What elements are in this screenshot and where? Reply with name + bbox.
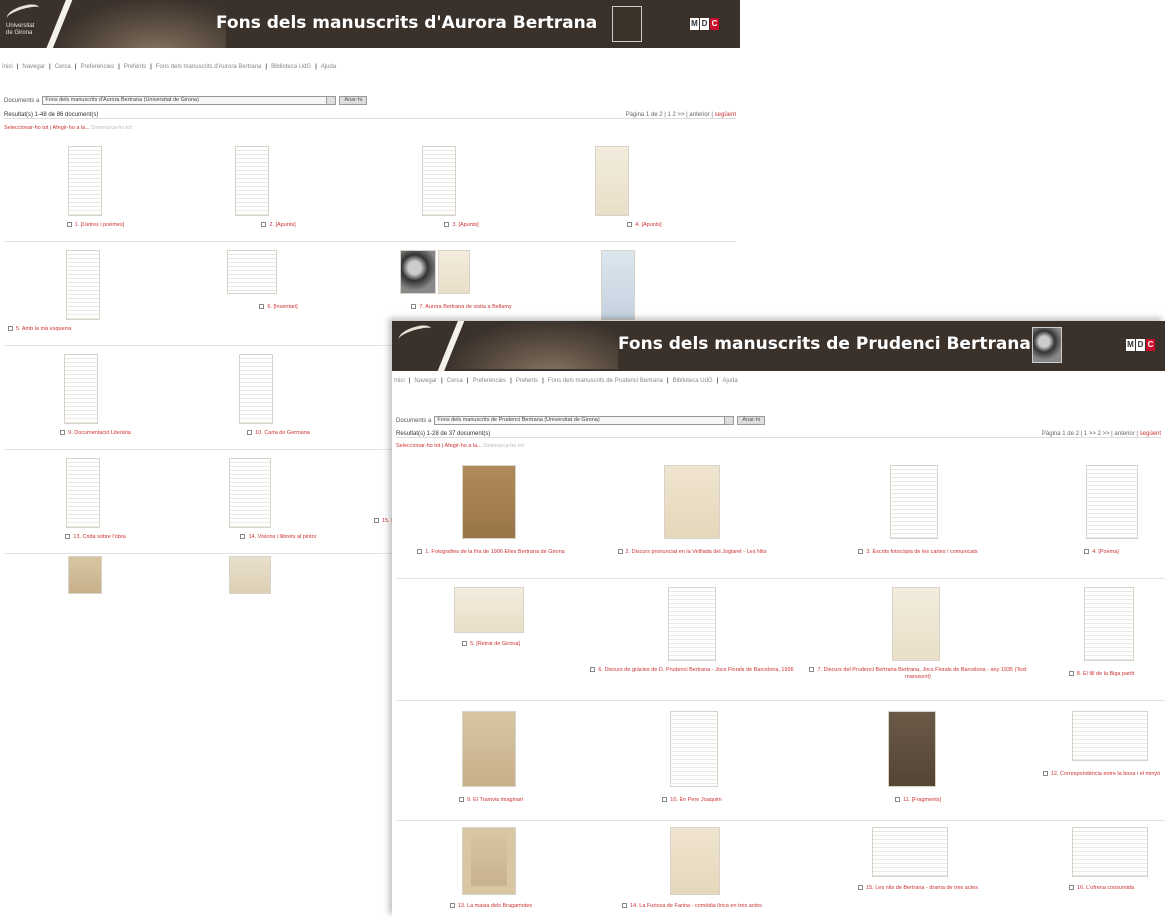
author-portrait [1032,327,1062,363]
select-checkbox[interactable] [1069,885,1074,890]
top-nav: Inici | Navegar | Cerca | Preferències | Preferits | Fons dels manuscrits d'Aurora Bertrana | Biblioteca UdG | Ajuda [2,64,336,74]
item-link[interactable]: L'ofrena consumida [1086,885,1135,891]
item-link[interactable]: [Inventari] [273,304,298,310]
item-link[interactable]: Discurs pronunciat en la Vetllada del Joglaret - Les Nits [631,549,767,555]
manuscript-thumbnail[interactable] [239,354,273,424]
select-checkbox[interactable] [450,903,455,908]
list-item: 9. Documentació Literària [4,346,187,450]
list-item: 5. Amb la mà esquerra [4,242,187,346]
item-link[interactable]: La masia dels Bragamotes [467,903,533,909]
item-link[interactable]: [Apunts] [275,222,296,228]
select-checkbox[interactable] [240,534,245,539]
item-link[interactable]: Aurora Bertrana de visita a Bellamy [425,304,512,310]
manuscript-thumbnail[interactable] [1072,827,1148,877]
manuscript-thumbnail[interactable] [438,250,470,294]
collection-row: Documents a Fons dels manuscrits d'Aurora Bertrana (Universitat de Girona) Anar-hi [4,96,367,105]
page-title: Fons dels manuscrits de Prudenci Bertrana [618,334,1031,354]
list-item: 2. Discurs pronunciat en la Vetllada del Joglaret - Les Nits [586,457,798,579]
list-item: 4. [Apunts] [553,138,736,242]
nav-navegar[interactable]: Navegar [22,64,46,70]
item-link[interactable]: El fill de la Biga partit [1082,671,1135,677]
nav-biblioteca[interactable]: Biblioteca UdG [672,378,713,384]
select-checkbox[interactable] [462,641,467,646]
list-item: 13. La masia dels Bragamotes [396,821,586,917]
select-checkbox[interactable] [858,549,863,554]
results-bar [4,112,736,119]
list-item: 7. Aurora Bertrana de visita a Bellamy [370,242,553,346]
item-link[interactable]: [Fragments] [911,797,942,803]
manuscript-thumbnail[interactable] [670,711,718,787]
manuscript-thumbnail[interactable] [462,465,516,539]
select-checkbox[interactable] [895,797,900,802]
manuscript-thumbnail[interactable] [462,711,516,787]
item-link[interactable]: [Poema] [1098,549,1119,555]
item-link[interactable]: Documentació Literària [74,430,131,436]
item-link[interactable]: En Pere Joaquim [679,797,722,803]
manuscript-thumbnail[interactable] [68,556,102,594]
select-checkbox[interactable] [1084,549,1089,554]
list-item: 16. L'ofrena consumida [1038,821,1165,917]
manuscript-thumbnail[interactable] [229,458,271,528]
select-checkbox[interactable] [247,430,252,435]
list-item: 13. Crida sobre l'obra [4,450,187,554]
item-link[interactable]: El Tramvia imaginari [473,797,523,803]
manuscript-thumbnail[interactable] [235,146,269,216]
banner [392,321,1165,371]
select-checkbox[interactable] [259,304,264,309]
select-checkbox[interactable] [261,222,266,227]
select-checkbox[interactable] [8,326,13,331]
nav-ajuda[interactable]: Ajuda [722,378,738,384]
select-all-link[interactable]: Seleccionar-ho tot | Afegir-ho a la... [4,125,90,131]
select-checkbox[interactable] [627,222,632,227]
manuscript-thumbnail[interactable] [1072,711,1148,761]
banner-arch-image [448,321,618,369]
collection-row: Documents a Fons dels manuscrits de Prudenci Bertrana (Universitat de Girona) Anar-hi [396,416,765,425]
results-bar [396,431,1161,438]
select-checkbox[interactable] [809,667,814,672]
item-link[interactable]: [Lletres i poèmes] [80,222,125,228]
list-item: 7. Discurs del Prudenci Bertrana Bertrana, Jocs Florals de Barcelona - any 1935 (Text manuscrit) [798,579,1038,701]
manuscript-thumbnail[interactable] [872,827,948,877]
list-item: 9. El Tramvia imaginari [396,701,586,821]
mdc-logo[interactable]: M D C [691,19,718,28]
list-item: 15. [370,450,553,554]
list-item: 11. [Fragments] [798,701,1038,821]
banner-arch-image [56,0,226,48]
item-link[interactable]: Les nits de Bertrana - drama de tres actes [875,885,978,891]
manuscript-thumbnail[interactable] [1084,587,1134,661]
item-link[interactable]: Fotografies de la fira de 1906 Elies Bertrana de Girona [431,549,565,555]
item-link[interactable]: Carta de Germana [264,430,310,436]
list-item: 14. La Furiosa de Farina - comèdia lírica en tres actes [586,821,798,917]
list-item: 6. [Inventari] [187,242,370,346]
select-checkbox[interactable] [374,518,379,523]
next-link[interactable]: següent [714,112,736,118]
manuscript-thumbnail [612,6,642,42]
manuscript-thumbnail[interactable] [64,354,98,424]
university-logo[interactable]: Universitat de Girona [6,6,54,42]
list-item: 14. Visions i llibrets al pintor [187,450,370,554]
list-item: 1. Fotografies de la fira de 1906 Elies Bertrana de Girona [396,457,586,579]
nav-ajuda[interactable]: Ajuda [320,64,337,70]
manuscript-thumbnail[interactable] [66,458,100,528]
item-link[interactable]: Visions i llibrets al pintor [257,534,317,540]
item-link[interactable]: [Apunts] [458,222,479,228]
list-item: 15. Les nits de Bertrana - drama de tres actes [798,821,1038,917]
item-link[interactable]: Crida sobre l'obra [82,534,126,540]
item-link[interactable]: Correspondència entre la bona i el minyó [1059,771,1161,777]
manuscript-thumbnail[interactable] [664,465,720,539]
manuscript-thumbnail[interactable] [454,587,524,633]
manuscript-thumbnail[interactable] [66,250,100,320]
manuscript-thumbnail[interactable] [890,465,938,539]
select-checkbox[interactable] [1043,771,1048,776]
select-checkbox[interactable] [411,304,416,309]
collection-select[interactable]: Fons dels manuscrits d'Aurora Bertrana (Universitat de Girona) [42,96,336,105]
select-checkbox[interactable] [444,222,449,227]
nav-preferencies[interactable]: Preferències [472,378,507,384]
nav-fons[interactable]: Fons dels manuscrits de Prudenci Bertrana [547,378,663,384]
manuscript-thumbnail[interactable] [68,146,102,216]
list-item: 3. [Apunts] [370,138,553,242]
results-count: Resultat(s) 1-48 de 86 document(s) [4,112,99,118]
nav-navegar[interactable]: Navegar [414,378,438,384]
select-checkbox[interactable] [417,549,422,554]
list-item: 10. Carta de Germana [187,346,370,450]
nav-fons[interactable]: Fons dels manuscrits d'Aurora Bertrana [155,64,262,70]
select-checkbox[interactable] [618,549,623,554]
item-link[interactable]: Discurs del Prudenci Bertrana Bertrana, Jocs Florals de Barcelona - any 1935 (Text manuscrit) [823,667,1027,680]
manuscript-thumbnail[interactable] [888,711,936,787]
list-item: 6. Discurs de gràcies de D. Prudenci Bertrana - Jocs Florals de Barcelona, 1936 [586,579,798,701]
window-prudenci: Fons dels manuscrits de Prudenci Bertrana M D C Inici | Navegar | Cerca | Preferències | Preferits | Fons dels manuscrits de Prudenci Bertrana | Biblioteca UdG | Ajuda Documents a Fons dels manuscrits de Prudenci Bertrana (Universitat de Girona) Anar-hi Resultat(s) 1-28 de 37 document(s) Pàgina 1 de 2 | 1 >> 2 >> | anterior | següent Seleccionar-ho tot | Afegir-ho a la... Desmarca-ho tot 1. Fotografies de la fira de 1906 Elies Bertrana de Girona 2. Discurs pronunciat en la Vetllada del Joglaret - Les Nits 3. Escrits fotocòpia de les cartes i comunicats 4. [Poema] 5. [Retrat de Girona] 6. Discurs de gràcies de D. Prudenci Bertrana - Jocs Florals de Barcelona, 1936 7. Discurs del Prudenci Bertrana Bertrana, Jocs Florals de Barcelona - any 1935 (Text manuscrit) 8. El fill de la Biga partit 9. El Tramvia imaginari 10. En Pere Joaquim 11. [Fragments] 12. Correspondència entre la bona i el minyó 13. La masia dels Bragamotes 14. La Furiosa de Farina - comèdia lírica en tres actes 15. Les nits de Bertrana - drama de tres actes 16. L'ofrena consumida [392,321,1165,917]
item-link[interactable]: Escrits fotocòpia de les cartes i comunicats [872,549,978,555]
manuscript-thumbnail[interactable] [462,827,516,895]
results-grid [396,457,1165,917]
banner [0,0,740,48]
nav-inici[interactable]: Inici [394,378,405,384]
pager[interactable]: Pàgina 1 de 2 | 1 >> 2 >> | anterior | [1041,431,1138,437]
list-item: 10. En Pere Joaquim [586,701,798,821]
nav-biblioteca[interactable]: Biblioteca UdG [271,64,312,70]
select-checkbox[interactable] [60,430,65,435]
select-checkbox[interactable] [67,222,72,227]
manuscript-thumbnail[interactable] [595,146,629,216]
results-count: Resultat(s) 1-28 de 37 document(s) [396,431,491,437]
select-checkbox[interactable] [459,797,464,802]
collection-select[interactable]: Fons dels manuscrits de Prudenci Bertrana (Universitat de Girona) [434,416,734,425]
mdc-logo[interactable]: M D C [1127,340,1154,349]
list-item: 8. El fill de la Biga partit [1038,579,1165,701]
nav-preferits[interactable]: Preferits [515,378,539,384]
manuscript-thumbnail[interactable] [601,250,635,320]
go-button[interactable]: Anar-hi [737,416,765,425]
list-item: 5. [Retrat de Girona] [396,579,586,701]
nav-preferencies[interactable]: Preferències [80,64,115,70]
list-item: 3. Escrits fotocòpia de les cartes i comunicats [798,457,1038,579]
list-item: 12. Correspondència entre la bona i el minyó [1038,701,1165,821]
nav-cerca[interactable]: Cerca [446,378,463,384]
select-checkbox[interactable] [590,667,595,672]
select-checkbox[interactable] [622,903,627,908]
item-link[interactable]: Discurs de gràcies de D. Prudenci Bertrana - Jocs Florals de Barcelona, 1936 [604,667,794,673]
select-all-link[interactable]: Seleccionar-ho tot | Afegir-ho a la... [396,443,482,449]
nav-cerca[interactable]: Cerca [54,64,71,70]
page-title: Fons dels manuscrits d'Aurora Bertrana [216,13,598,33]
manuscript-thumbnail[interactable] [1086,465,1138,539]
list-item: 2. [Apunts] [187,138,370,242]
manuscript-thumbnail[interactable] [227,250,277,294]
item-link[interactable]: [Retrat de Girona] [476,641,520,647]
select-checkbox[interactable] [858,885,863,890]
nav-inici[interactable]: Inici [2,64,13,70]
pager[interactable]: Pàgina 1 de 2 | 1 2 >> | anterior | [625,112,713,118]
manuscript-thumbnail[interactable] [670,827,720,895]
manuscript-thumbnail[interactable] [422,146,456,216]
go-button[interactable]: Anar-hi [339,96,367,105]
next-link[interactable]: següent [1139,431,1161,437]
item-link[interactable]: Amb la mà esquerra [21,326,72,332]
select-checkbox[interactable] [65,534,70,539]
manuscript-thumbnail[interactable] [892,587,940,661]
list-item: 4. [Poema] [1038,457,1165,579]
photo-thumbnail[interactable] [400,250,436,294]
list-item: 1. [Lletres i poèmes] [4,138,187,242]
top-nav: Inici | Navegar | Cerca | Preferències | Preferits | Fons dels manuscrits de Prudenci Bertrana | Biblioteca UdG | Ajuda [394,378,738,388]
item-link[interactable]: [Apunts] [641,222,662,228]
nav-preferits[interactable]: Preferits [123,64,147,70]
item-link[interactable]: La Furiosa de Farina - comèdia lírica en tres actes [639,903,762,909]
select-checkbox[interactable] [1069,671,1074,676]
manuscript-thumbnail[interactable] [229,556,271,594]
manuscript-thumbnail[interactable] [668,587,716,661]
window-aurora: Universitat de Girona Fons dels manuscrits d'Aurora Bertrana M D C Inici | Navegar | Cerca | Preferències | Preferits | Fons dels manuscrits d'Aurora Bertrana | Biblioteca UdG | Ajuda Documents a Fons dels manuscrits d'Aurora Bertrana (Universitat de Girona) Anar-hi Resultat(s) 1-48 de 86 document(s) Pàgina 1 de 2 | 1 2 >> | anterior | següent Seleccionar-ho tot | Afegir-ho a la... Desmarca-ho tot 1. [Lletres i poèmes] 2. [Apunts] 3. [Apunts] 4. [Apunts] 5. Amb la mà esquerra 6. [Inventari] 7. Aurora Bertrana de visita a Bellamy 9. Documentació Literària 10. Carta de Germana 13. Crida sobre l'obra 14. Visions i llibrets al pintor 15. [0,0,740,600]
university-logo[interactable] [398,327,446,363]
select-checkbox[interactable] [662,797,667,802]
